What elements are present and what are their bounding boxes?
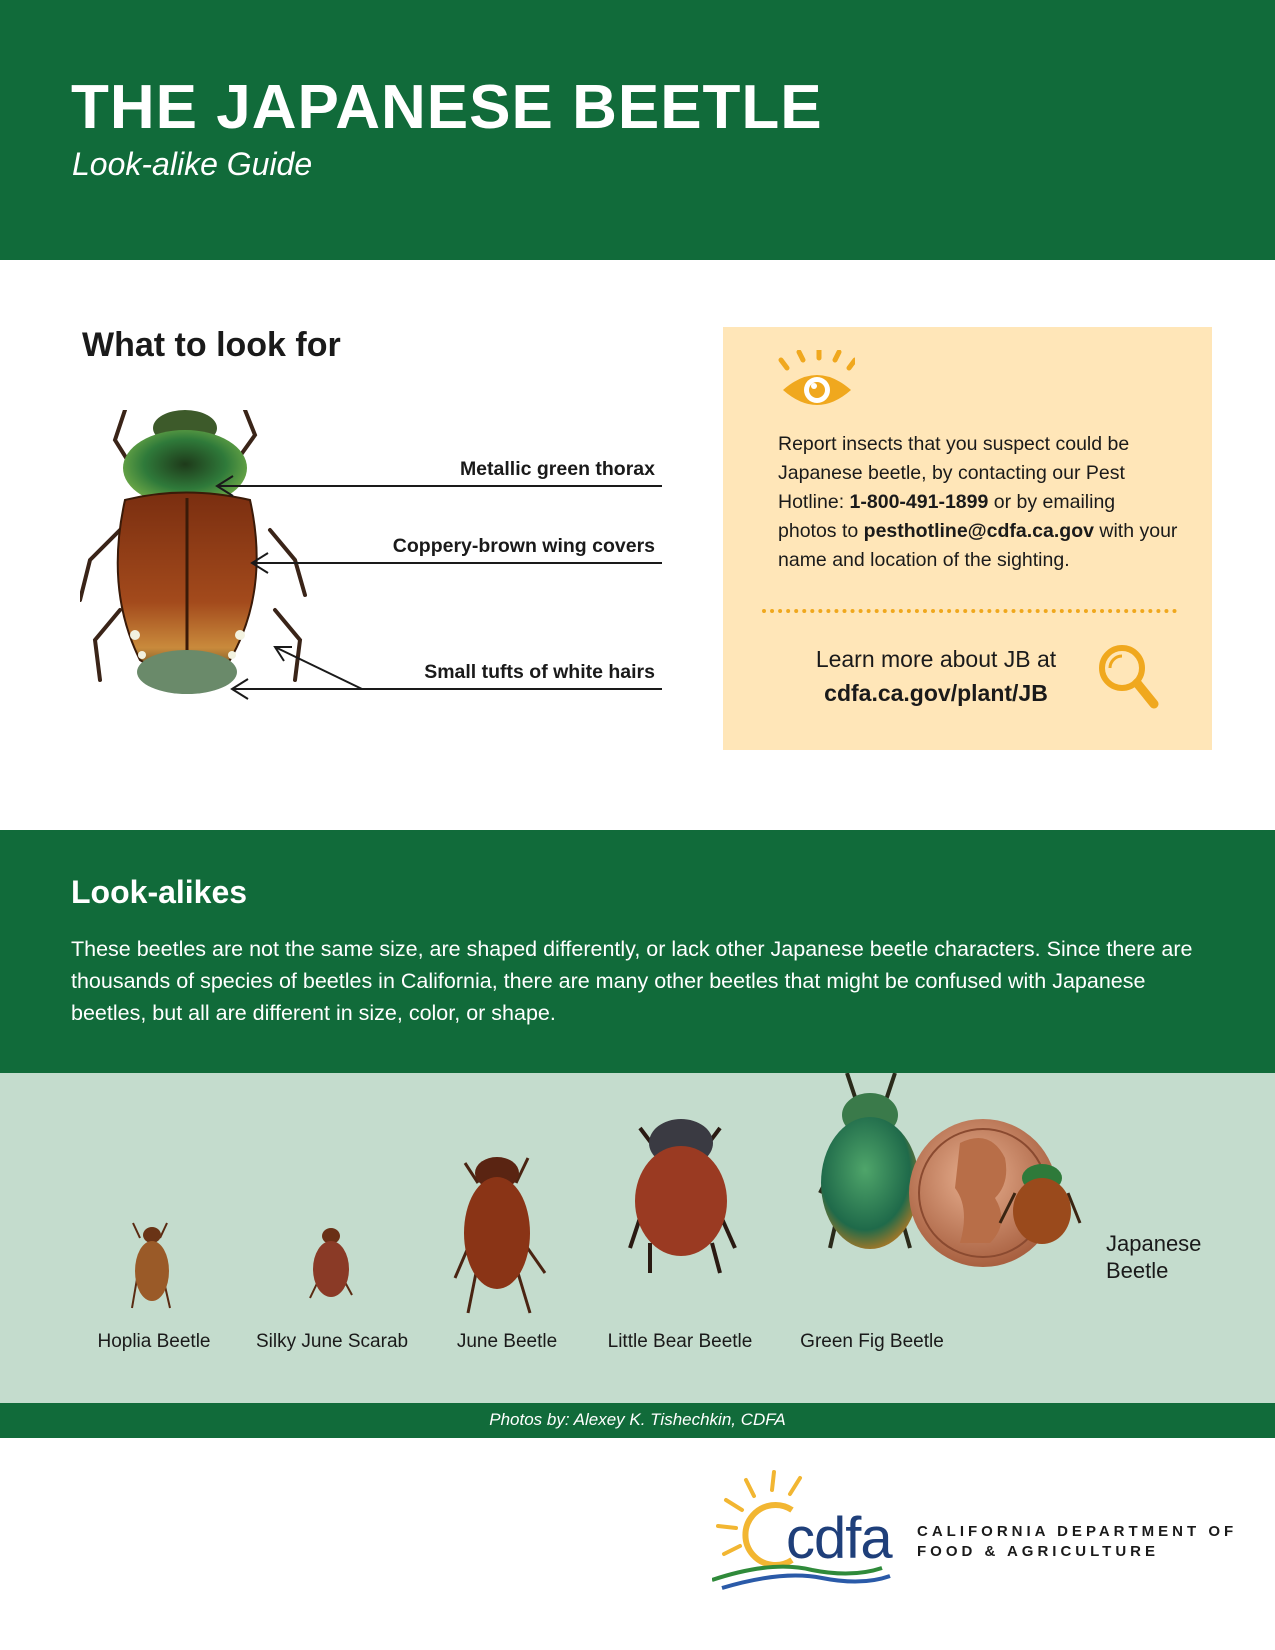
beetle-gallery-photos [0, 1073, 1275, 1403]
callout-coppery-brown-wing-covers: Coppery-brown wing covers [392, 535, 655, 557]
little-bear-beetle-photo [630, 1119, 735, 1273]
caption-green-fig-beetle: Green Fig Beetle [800, 1331, 944, 1352]
page-subtitle: Look-alike Guide [72, 146, 313, 182]
caption-silky-june-scarab: Silky June Scarab [256, 1331, 409, 1352]
photo-credit: Photos by: Alexey K. Tishechkin, CDFA [489, 1410, 786, 1429]
department-name-line1: CALIFORNIA DEPARTMENT OF [917, 1523, 1238, 1540]
silky-june-scarab-photo [310, 1228, 352, 1298]
pest-hotline-email[interactable]: pesthotline@cdfa.ca.gov [863, 520, 1094, 542]
dotted-divider [762, 609, 1177, 613]
hoplia-beetle-photo [132, 1223, 170, 1308]
what-to-look-for-heading: What to look for [82, 326, 341, 364]
callout-metallic-green-thorax: Metallic green thorax [459, 458, 655, 480]
lookalikes-description: These beetles are not the same size, are shaped differently, or lack other Japanese beetle characters. Since there are thousands of species of beetles in California, there are many other beetles that might be confused with Japanese beetles, but all are different in size, color, or shape. [71, 937, 1193, 1025]
lookalikes-heading: Look-alikes [71, 874, 248, 910]
magnifier-icon [1096, 642, 1160, 712]
cdfa-wordmark: cdfa [786, 1506, 892, 1571]
japanese-beetle-photo [80, 410, 330, 710]
report-text-intro: Report insects that you suspect could be Japanese beetle, by contacting our Pest Hotline: [778, 433, 1130, 513]
green-fig-beetle-photo [820, 1073, 920, 1249]
learn-more-text: Learn more about JB at [815, 646, 1057, 672]
caption-japanese-beetle: Japanese Beetle [1106, 1231, 1202, 1283]
caption-little-bear-beetle: Little Bear Beetle [607, 1331, 753, 1352]
department-name-line2: FOOD & AGRICULTURE [917, 1543, 1159, 1560]
caption-june-beetle: June Beetle [456, 1331, 558, 1352]
june-beetle-photo [455, 1157, 545, 1313]
report-text-middle: or by emailing photos to [778, 491, 1116, 542]
report-text-end: with your name and location of the sighting. [778, 520, 1178, 571]
callout-small-tufts-white-hairs: Small tufts of white hairs [424, 661, 655, 683]
report-instructions [778, 430, 1178, 575]
learn-more-link[interactable]: cdfa.ca.gov/plant/JB [824, 680, 1048, 706]
page-title: THE JAPANESE BEETLE [71, 73, 823, 142]
eye-icon [775, 350, 855, 410]
pest-hotline-phone[interactable]: 1-800-491-1899 [849, 491, 989, 513]
caption-hoplia-beetle: Hoplia Beetle [97, 1331, 211, 1352]
